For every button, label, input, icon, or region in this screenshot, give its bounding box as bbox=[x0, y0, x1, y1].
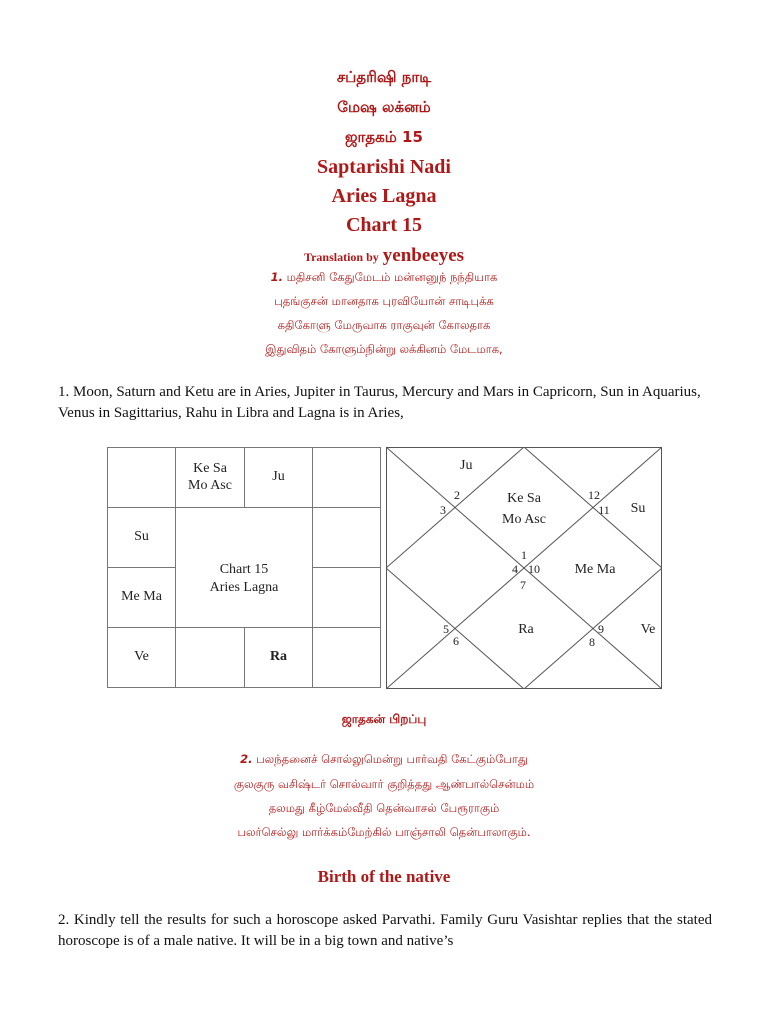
verse1-line-2: புதங்குசன் மானதாக புரவியோன் சாடிபுக்க bbox=[274, 294, 494, 308]
english-title-3: Chart 15 bbox=[345, 214, 423, 236]
capricorn-planets: Me Ma bbox=[121, 589, 162, 604]
house9-planets: Ve bbox=[640, 622, 656, 637]
house-number-6: 6 bbox=[453, 634, 459, 648]
house1-planets-b: Mo Asc bbox=[502, 512, 546, 527]
house-number-8: 8 bbox=[589, 635, 595, 649]
aries-planets: Ke Sa Mo Asc bbox=[188, 461, 232, 493]
translator-name: yenbeeyes bbox=[382, 245, 465, 266]
translation-credit bbox=[0, 245, 768, 267]
verse1-number: 1. bbox=[270, 270, 283, 284]
house7-planets: Ra bbox=[518, 622, 534, 637]
house-number-3: 3 bbox=[440, 503, 446, 517]
verse1-line-1: 1. மதிசனி கேதுமேடம் மன்னனுந் நந்தியாக bbox=[270, 270, 498, 284]
verse1-line-4: இதுவிதம் கோளும்நின்று லக்கினம் மேடமாக, bbox=[265, 342, 503, 356]
house-number-9: 9 bbox=[598, 622, 604, 636]
tamil-title-2: மேஷ லக்னம் bbox=[337, 98, 431, 116]
tamil-title-3: ஜாதகம் 15 bbox=[345, 128, 423, 146]
house-number-7: 7 bbox=[520, 578, 526, 592]
translation-prefix: Translation by bbox=[303, 250, 379, 264]
house-number-4: 4 bbox=[512, 562, 518, 576]
section-heading-english: Birth of the native bbox=[317, 867, 451, 886]
paragraph-1: 1. Moon, Saturn and Ketu are in Aries, Jupiter in Taurus, Mercury and Mars in Capricorn, Sun in Aquarius, Venus in Sagittarius, Rahu in Libra and Lagna is in Aries, bbox=[58, 384, 701, 421]
verse2-line-3: தலமது கீழ்மேல்வீதி தென்வாசல் பேரூராகும் bbox=[268, 801, 500, 815]
chart-center-label: Chart 15 Aries Lagna bbox=[209, 562, 279, 595]
verse2-line-1: 2. பலந்தனைச் சொல்லுமென்று பார்வதி கேட்கும்போது bbox=[240, 752, 528, 766]
aquarius-planets: Su bbox=[134, 529, 149, 544]
verse2-number: 2. bbox=[240, 752, 253, 766]
section-heading-tamil: ஜாதகன் பிறப்பு bbox=[341, 712, 427, 726]
north-indian-chart bbox=[386, 447, 662, 689]
taurus-planets: Ju bbox=[272, 469, 285, 484]
libra-planets: Ra bbox=[269, 649, 288, 664]
tamil-title-1: சப்தரிஷி நாடி bbox=[336, 68, 432, 86]
sagittarius-planets: Ve bbox=[134, 649, 149, 664]
house-number-12: 12 bbox=[588, 488, 600, 502]
house-number-11: 11 bbox=[598, 503, 610, 517]
house10-planets: Me Ma bbox=[574, 562, 616, 577]
english-title-2: Aries Lagna bbox=[331, 185, 437, 207]
english-title-1: Saptarishi Nadi bbox=[317, 156, 451, 178]
house2-planets: Ju bbox=[460, 458, 473, 473]
house-number-5: 5 bbox=[443, 622, 449, 636]
house1-planets-a: Ke Sa bbox=[507, 491, 541, 506]
verse2-line-2: குலகுரு வசிஷ்டர் சொல்வார் குறித்தது ஆண்பால்சென்மம் bbox=[233, 777, 535, 791]
paragraph-2: 2. Kindly tell the results for such a horoscope asked Parvathi. Family Guru Vasishtar replies that the stated horoscope is of a male native. It will be in a big town and native’s bbox=[58, 912, 712, 949]
house-number-1: 1 bbox=[521, 548, 527, 562]
house11-planets: Su bbox=[630, 501, 646, 516]
house-number-10: 10 bbox=[528, 562, 540, 576]
verse1-line-3: கதிகோளு மேருவாக ராகுவுன் கோலதாக bbox=[277, 318, 491, 332]
verse2-line-4: பலர்செல்லு மார்க்கம்மேற்கில் பாஞ்சாலி தென்பாலாகும். bbox=[237, 825, 531, 839]
house-number-2: 2 bbox=[454, 488, 460, 502]
